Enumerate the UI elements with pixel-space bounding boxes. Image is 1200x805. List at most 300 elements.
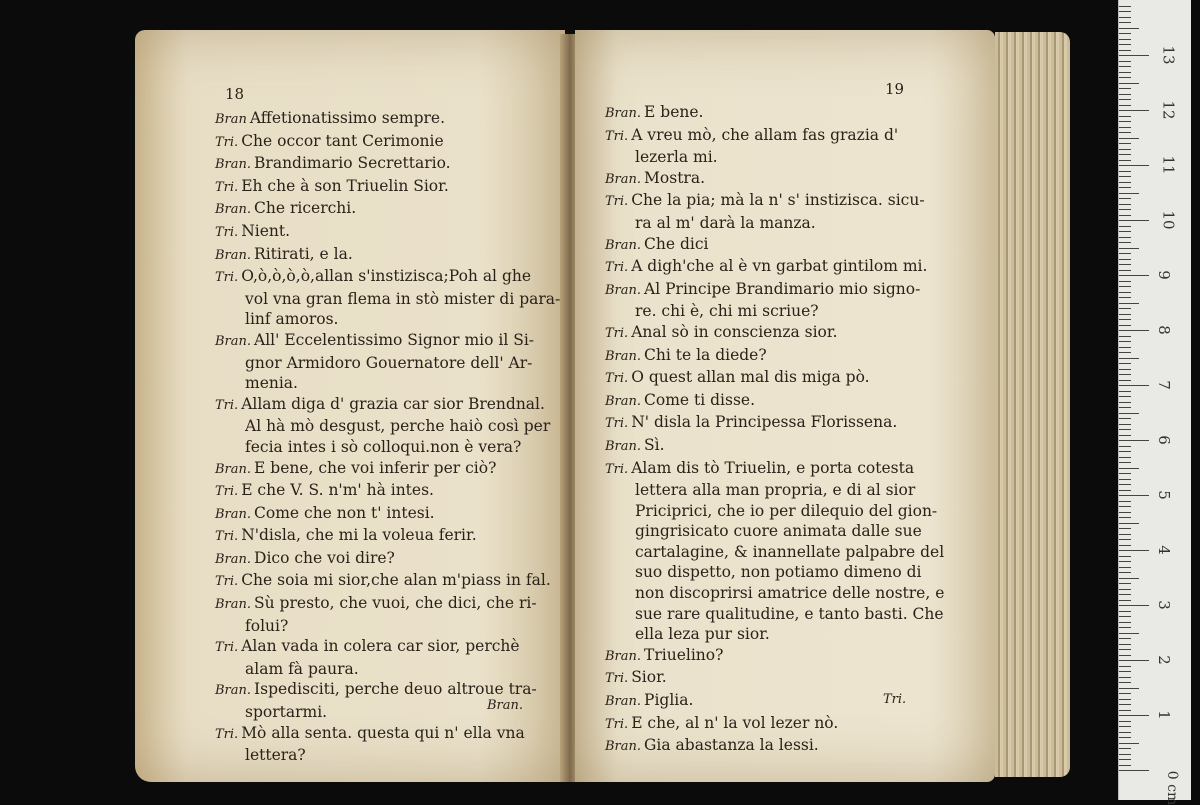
speaker-label: Bran.: [605, 282, 642, 298]
ruler-tick: [1119, 413, 1139, 414]
ruler-tick: [1119, 187, 1131, 188]
ruler-tick: [1119, 600, 1131, 601]
ruler-tick: [1119, 490, 1131, 491]
ruler-tick: [1119, 523, 1139, 524]
text-line: [215, 636, 560, 659]
speaker-label: Bran.: [215, 333, 252, 349]
ruler-tick: [1119, 594, 1131, 595]
line-text: Piglia.: [644, 691, 694, 710]
text-line: [605, 125, 944, 148]
ruler-tick: [1119, 50, 1131, 51]
ruler-tick: [1119, 402, 1131, 403]
ruler-tick: [1119, 286, 1131, 287]
speaker-label: Bran.: [215, 157, 252, 173]
text-line: [605, 645, 944, 668]
speaker-label: Bran.: [605, 739, 642, 755]
line-text: Anal sò in conscienza sior.: [631, 322, 838, 341]
ruler-tick: [1119, 143, 1131, 144]
right-page: [575, 30, 995, 782]
ruler-tick: [1119, 550, 1149, 551]
ruler-tick: [1119, 341, 1131, 342]
speaker-label: Tri.: [605, 128, 629, 144]
text-line: [605, 458, 944, 481]
speaker-label: Tri.: [215, 134, 239, 150]
ruler-tick: [1119, 759, 1131, 760]
text-line: [605, 667, 944, 690]
text-line: [215, 723, 560, 746]
left-catchword: Bran.: [487, 698, 524, 713]
line-text: A vreu mò, che allam fas grazia d': [631, 125, 899, 144]
line-text: lettera?: [245, 746, 306, 765]
line-text: Triuelino?: [644, 645, 724, 664]
ruler-tick: [1119, 462, 1131, 463]
text-line: [215, 198, 560, 221]
ruler-tick: [1119, 61, 1131, 62]
ruler-tick: [1119, 220, 1149, 221]
measurement-ruler: [1118, 0, 1191, 805]
line-text: Eh che à son Triuelin Sior.: [241, 176, 449, 195]
line-text: O quest allan mal dis miga pò.: [631, 368, 870, 387]
text-line: [605, 102, 944, 125]
page-edges: [995, 32, 1070, 777]
text-line: [215, 503, 560, 526]
speaker-label: Tri.: [215, 224, 239, 240]
text-line: [605, 279, 944, 302]
text-line: [215, 616, 560, 637]
ruler-number: 10: [1159, 210, 1178, 230]
ruler-tick: [1119, 501, 1131, 502]
ruler-tick: [1119, 66, 1131, 67]
ruler-tick: [1119, 583, 1131, 584]
line-text: Brandimario Secrettario.: [254, 154, 451, 173]
line-text: Al hà mò desgust, perche haiò così per: [245, 417, 551, 436]
ruler-unit-label: 0 cm: [1164, 770, 1181, 805]
right-catchword: Tri.: [883, 692, 907, 707]
ruler-tick: [1119, 457, 1131, 458]
text-line: [605, 301, 944, 322]
speaker-label: Bran.: [215, 506, 252, 522]
ruler-tick: [1119, 572, 1131, 573]
ruler-tick: [1119, 270, 1131, 271]
text-line: [215, 221, 560, 244]
text-line: [605, 147, 944, 168]
ruler-tick: [1119, 671, 1131, 672]
ruler-tick: [1119, 231, 1131, 232]
ruler-tick: [1119, 479, 1131, 480]
speaker-label: Bran.: [215, 461, 252, 477]
text-line: [605, 390, 944, 413]
line-text: Mò alla senta. questa qui n' ella vna: [241, 723, 525, 742]
line-text: non discoprirsi amatrice delle nostre, e: [635, 584, 945, 603]
line-text: Ispedisciti, perche deuo altroue tra-: [254, 680, 537, 699]
ruler-tick: [1119, 242, 1131, 243]
ruler-tick: [1119, 385, 1149, 386]
ruler-tick: [1119, 319, 1131, 320]
line-text: N'disla, che mi la voleua ferir.: [241, 526, 477, 545]
text-line: [215, 480, 560, 503]
ruler-tick: [1119, 28, 1139, 29]
ruler-tick: [1119, 699, 1131, 700]
ruler-tick: [1119, 292, 1131, 293]
line-text: Come che non t' intesi.: [254, 503, 435, 522]
ruler-tick: [1119, 176, 1131, 177]
ruler-tick: [1119, 605, 1149, 606]
ruler-tick: [1119, 677, 1131, 678]
line-text: lezerla mi.: [635, 148, 718, 167]
text-line: [605, 367, 944, 390]
text-line: [605, 735, 944, 758]
text-line: [215, 525, 560, 548]
speaker-label: Bran.: [215, 247, 252, 263]
line-text: re. chi è, chi mi scriue?: [635, 302, 819, 321]
ruler-tick: [1119, 446, 1131, 447]
line-text: sportarmi.: [245, 703, 328, 722]
line-text: Alam dis tò Triuelin, e porta cotesta: [631, 458, 915, 477]
text-line: [215, 131, 560, 154]
text-line: [215, 309, 560, 330]
ruler-tick: [1119, 506, 1131, 507]
open-book: [135, 12, 1075, 784]
text-line: [605, 412, 944, 435]
ruler-tick: [1119, 561, 1131, 562]
line-text: gnor Armidoro Gouernatore dell' Ar-: [245, 353, 533, 372]
ruler-tick: [1119, 649, 1131, 650]
ruler-tick: [1119, 556, 1131, 557]
ruler-tick: [1119, 77, 1131, 78]
text-line: [215, 458, 560, 481]
ruler-tick: [1119, 237, 1131, 238]
text-line: [605, 562, 944, 583]
ruler-number: 11: [1159, 155, 1178, 175]
ruler-tick: [1119, 352, 1131, 353]
ruler-number: 6: [1154, 435, 1173, 445]
ruler-tick: [1119, 655, 1131, 656]
ruler-number: 9: [1154, 270, 1173, 280]
line-text: lettera alla man propria, e di al sior: [635, 481, 916, 500]
ruler-tick: [1119, 121, 1131, 122]
ruler-tick: [1119, 88, 1131, 89]
ruler-tick: [1119, 638, 1131, 639]
ruler-tick: [1119, 99, 1131, 100]
text-line: [605, 435, 944, 458]
ruler-tick: [1119, 418, 1131, 419]
ruler-tick: [1119, 363, 1131, 364]
ruler-number: 13: [1159, 45, 1178, 65]
line-text: Che soia mi sior,che alan m'piass in fal.: [241, 571, 551, 590]
line-text: Priciprici, che io per dilequio del gion-: [635, 501, 938, 520]
ruler-tick: [1119, 704, 1131, 705]
text-line: [605, 501, 944, 522]
ruler-tick: [1119, 715, 1149, 716]
ruler-tick: [1119, 325, 1131, 326]
speaker-label: Bran.: [605, 348, 642, 364]
ruler-tick: [1119, 451, 1131, 452]
ruler-tick: [1119, 435, 1131, 436]
speaker-label: Tri.: [215, 640, 239, 656]
line-text: Affetionatissimo sempre.: [249, 109, 446, 127]
ruler-tick: [1119, 374, 1131, 375]
line-text: Dico che voi dire?: [254, 548, 395, 567]
ruler-tick: [1119, 473, 1131, 474]
line-text: menia.: [245, 374, 298, 393]
speaker-label: Bran.: [215, 597, 252, 613]
ruler-tick: [1119, 754, 1131, 755]
line-text: Che occor tant Cerimonie: [241, 131, 444, 150]
line-text: Gia abastanza la lessi.: [644, 736, 819, 755]
ruler-tick: [1119, 303, 1139, 304]
ruler-tick: [1119, 391, 1131, 392]
ruler-tick: [1119, 589, 1131, 590]
speaker-label: Bran.: [215, 551, 252, 567]
ruler-tick: [1119, 116, 1131, 117]
ruler-tick: [1119, 528, 1131, 529]
ruler-tick: [1119, 17, 1131, 18]
ruler-tick: [1119, 165, 1149, 166]
ruler-tick: [1119, 578, 1139, 579]
text-line: [215, 548, 560, 571]
text-line: [215, 176, 560, 199]
ruler-tick: [1119, 110, 1149, 111]
ruler-tick: [1119, 539, 1131, 540]
line-text: suo dispetto, non potiamo dimeno di: [635, 563, 922, 582]
ruler-tick: [1119, 770, 1149, 771]
speaker-label: Bran.: [605, 648, 642, 664]
ruler-tick: [1119, 132, 1131, 133]
speaker-label: Bran.: [605, 171, 642, 187]
line-text: E che, al n' la vol lezer nò.: [631, 713, 839, 732]
line-text: Sior.: [631, 668, 667, 687]
text-line: [605, 542, 944, 563]
ruler-tick: [1119, 380, 1131, 381]
ruler-tick: [1119, 369, 1131, 370]
text-line: [605, 190, 944, 213]
line-text: Che ricerchi.: [254, 199, 357, 218]
ruler-tick: [1119, 204, 1131, 205]
line-text: ella leza pur sior.: [635, 625, 770, 644]
ruler-tick: [1119, 666, 1131, 667]
ruler-tick: [1119, 407, 1131, 408]
ruler-tick: [1119, 11, 1131, 12]
ruler-tick: [1119, 55, 1149, 56]
speaker-label: Tri.: [215, 726, 239, 742]
ruler-tick: [1119, 6, 1131, 7]
speaker-label: Tri.: [605, 461, 629, 477]
text-line: [605, 624, 944, 645]
ruler-tick: [1119, 149, 1131, 150]
line-text: Che la pia; mà la n' s' instizisca. sicu-: [631, 191, 925, 210]
ruler-tick: [1119, 215, 1131, 216]
ruler-number: 12: [1159, 100, 1178, 120]
ruler-tick: [1119, 627, 1131, 628]
speaker-label: Tri.: [215, 270, 239, 286]
speaker-label: Bran.: [605, 438, 642, 454]
speaker-label: Tri.: [215, 397, 239, 413]
ruler-tick: [1119, 682, 1131, 683]
line-text: E che V. S. n'm' hà intes.: [241, 481, 434, 500]
text-line: [215, 394, 560, 417]
text-line: [215, 416, 560, 437]
ruler-tick: [1119, 633, 1139, 634]
line-text: fecia intes i sò colloqui.non è vera?: [245, 437, 522, 456]
speaker-label: Bran.: [215, 202, 252, 218]
text-line: [215, 289, 560, 310]
speaker-label: Bran.: [605, 694, 642, 710]
speaker-label: Tri.: [215, 529, 239, 545]
line-text: Che dici: [644, 234, 709, 253]
ruler-number: 2: [1154, 655, 1173, 665]
ruler-tick: [1119, 198, 1131, 199]
ruler-tick: [1119, 347, 1131, 348]
speaker-label: Bran.: [215, 683, 252, 699]
text-line: [605, 713, 944, 736]
speaker-label: Tri.: [605, 671, 629, 687]
ruler-number: 5: [1154, 490, 1173, 500]
ruler-tick: [1119, 358, 1139, 359]
text-line: [605, 345, 944, 368]
ruler-tick: [1119, 83, 1139, 84]
speaker-label: Tri.: [605, 194, 629, 210]
ruler-tick: [1119, 314, 1131, 315]
ruler-tick: [1119, 517, 1131, 518]
ruler-tick: [1119, 72, 1131, 73]
ruler-tick: [1119, 160, 1131, 161]
right-page-text: [605, 102, 944, 758]
line-text: sue rare qualitudine, e tanto basti. Che: [635, 604, 944, 623]
ruler-tick: [1119, 622, 1131, 623]
ruler-tick: [1119, 253, 1131, 254]
ruler-tick: [1119, 297, 1131, 298]
line-text: All' Eccelentissimo Signor mio il Si-: [254, 330, 535, 349]
ruler-number: 4: [1154, 545, 1173, 555]
ruler-tick: [1119, 264, 1131, 265]
text-line: [215, 244, 560, 267]
line-text: E bene.: [644, 103, 704, 121]
ruler-tick: [1119, 545, 1131, 546]
speaker-label: Tri.: [215, 574, 239, 590]
text-line: [215, 373, 560, 394]
text-line: [215, 353, 560, 374]
text-line: [605, 234, 944, 257]
speaker-label: Bran.: [605, 106, 642, 121]
line-text: A digh'che al è vn garbat gintilom mi.: [631, 257, 928, 276]
ruler-tick: [1119, 726, 1131, 727]
ruler-number: 1: [1154, 710, 1173, 720]
ruler-tick: [1119, 495, 1149, 496]
speaker-label: Bran: [215, 112, 247, 127]
line-text: Alan vada in colera car sior, perchè: [241, 637, 520, 656]
ruler-tick: [1119, 193, 1139, 194]
ruler-tick: [1119, 336, 1131, 337]
ruler-tick: [1119, 39, 1131, 40]
ruler-tick: [1119, 275, 1149, 276]
ruler-tick: [1119, 611, 1131, 612]
ruler-tick: [1119, 94, 1131, 95]
line-text: gingrisicato cuore animata dalle sue: [635, 522, 922, 541]
speaker-label: Tri.: [605, 716, 629, 732]
line-text: Allam diga d' grazia car sior Brendnal.: [241, 394, 545, 413]
speaker-label: Tri.: [215, 179, 239, 195]
ruler-tick: [1119, 748, 1131, 749]
text-line: [605, 213, 944, 234]
ruler-tick: [1119, 138, 1139, 139]
line-text: Come ti disse.: [644, 390, 756, 409]
line-text: Sù presto, che vuoi, che dici, che ri-: [254, 594, 537, 613]
ruler-tick: [1119, 127, 1131, 128]
ruler-tick: [1119, 440, 1149, 441]
ruler-tick: [1119, 644, 1131, 645]
ruler-tick: [1119, 396, 1131, 397]
line-text: vol vna gran flema in stò mister di para-: [245, 289, 561, 308]
ruler-tick: [1119, 534, 1131, 535]
ruler-tick: [1119, 22, 1131, 23]
speaker-label: Tri.: [605, 260, 629, 276]
ruler-tick: [1119, 154, 1131, 155]
ruler-tick: [1119, 308, 1131, 309]
text-line: [215, 153, 560, 176]
text-line: [605, 256, 944, 279]
ruler-tick: [1119, 765, 1131, 766]
text-line: [605, 604, 944, 625]
speaker-label: Tri.: [605, 371, 629, 387]
line-text: alam fà paura.: [245, 659, 359, 678]
line-text: Sì.: [644, 435, 665, 454]
text-line: [215, 745, 560, 766]
text-line: [215, 659, 560, 680]
ruler-tick: [1119, 567, 1131, 568]
ruler-tick: [1119, 512, 1131, 513]
text-line: [605, 521, 944, 542]
ruler-tick: [1119, 171, 1131, 172]
speaker-label: Tri.: [605, 325, 629, 341]
text-line: [215, 266, 560, 289]
left-page-text: [215, 108, 560, 766]
ruler-tick: [1119, 182, 1131, 183]
text-line: [605, 168, 944, 191]
line-text: Ritirati, e la.: [254, 244, 353, 263]
line-text: folui?: [245, 616, 289, 635]
ruler-tick: [1119, 33, 1131, 34]
line-text: cartalagine, & inannellate palpabre del: [635, 542, 945, 561]
line-text: Nient.: [241, 221, 291, 240]
line-text: linf amoros.: [245, 310, 339, 329]
line-text: ra al m' darà la manza.: [635, 213, 816, 232]
text-line: [605, 583, 944, 604]
line-text: O,ò,ò,ò,ò,allan s'instizisca;Poh al ghe: [241, 267, 532, 286]
ruler-tick: [1119, 44, 1131, 45]
right-page-number: 19: [885, 80, 905, 98]
ruler-tick: [1119, 105, 1131, 106]
ruler-tick: [1119, 281, 1131, 282]
ruler-tick: [1119, 710, 1131, 711]
line-text: Chi te la diede?: [644, 345, 767, 364]
text-line: [215, 570, 560, 593]
ruler-tick: [1119, 721, 1131, 722]
ruler-tick: [1119, 693, 1131, 694]
ruler-number: 3: [1154, 600, 1173, 610]
ruler-tick: [1119, 226, 1131, 227]
ruler-tick: [1119, 660, 1149, 661]
speaker-label: Bran.: [605, 237, 642, 253]
text-line: [215, 330, 560, 353]
ruler-tick: [1119, 429, 1131, 430]
ruler-tick: [1119, 737, 1131, 738]
line-text: Mostra.: [644, 168, 705, 187]
ruler-tick: [1119, 248, 1139, 249]
text-line: [215, 437, 560, 458]
line-text: N' disla la Principessa Florissena.: [631, 413, 898, 432]
ruler-tick: [1119, 484, 1131, 485]
line-text: Al Principe Brandimario mio signo-: [644, 279, 921, 298]
